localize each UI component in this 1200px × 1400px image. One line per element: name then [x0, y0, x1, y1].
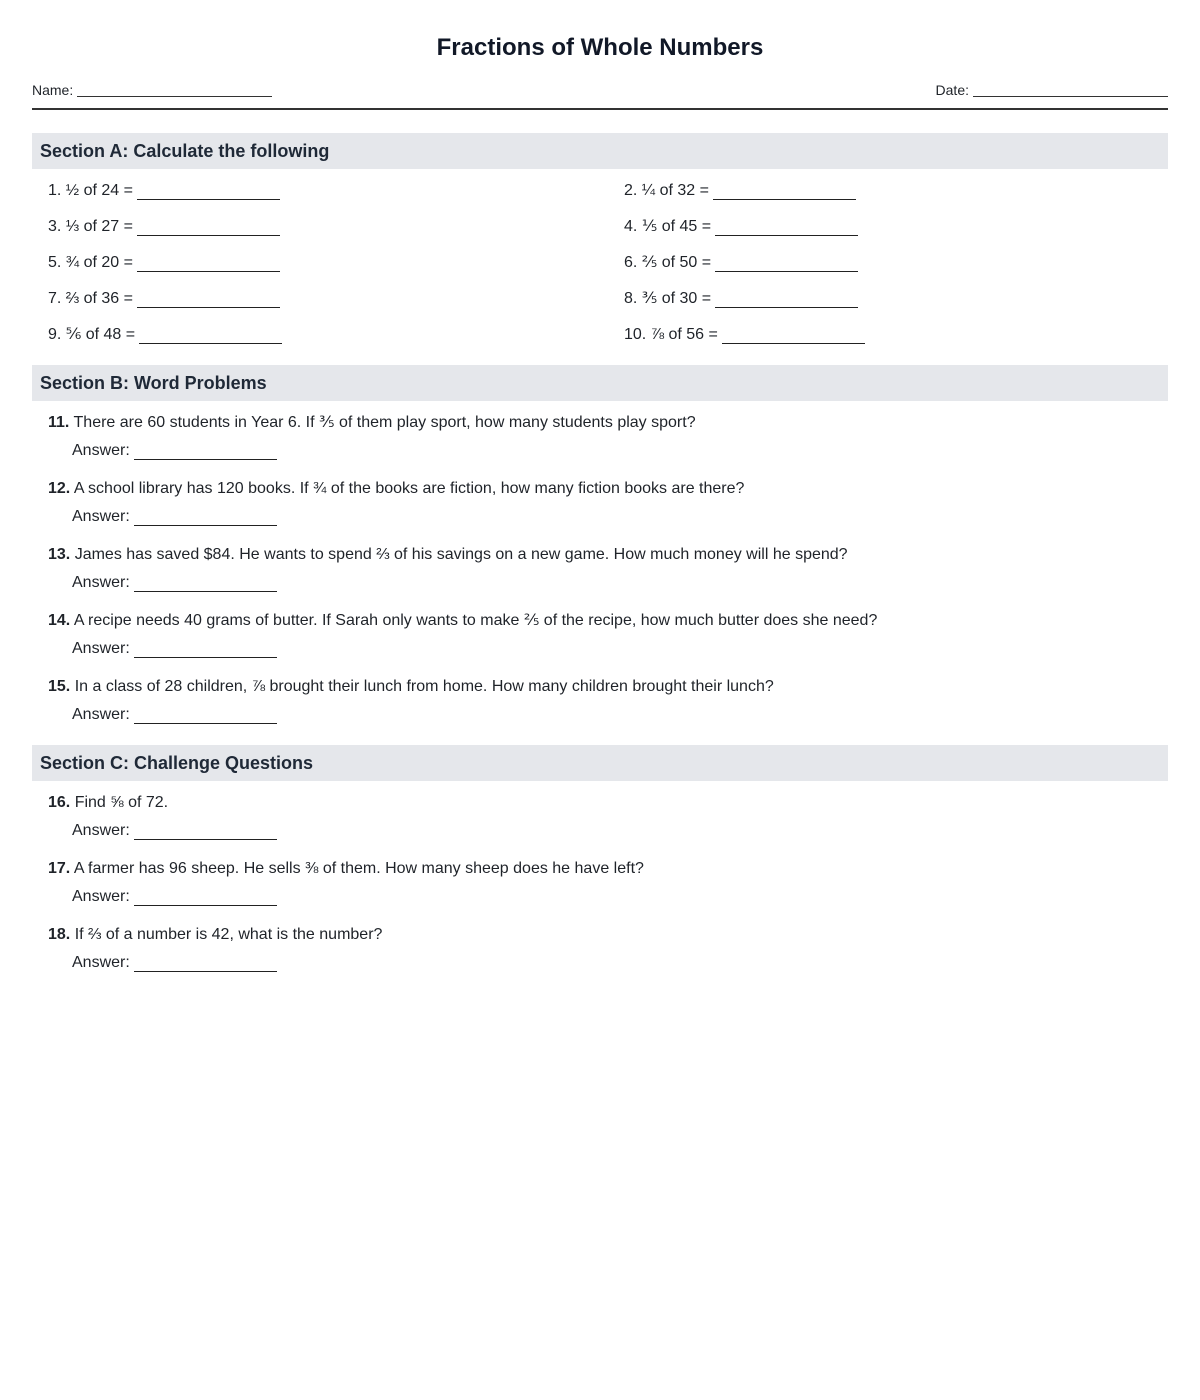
answer-blank[interactable]: [134, 822, 277, 840]
answer-row: [72, 886, 1168, 907]
calc-text: 1. ½ of 24 =: [48, 182, 133, 199]
answer-blank[interactable]: [715, 218, 858, 236]
calc-text: 9. ⅚ of 48 =: [48, 326, 136, 343]
calc-text: 3. ⅓ of 27 =: [48, 218, 133, 235]
answer-label: Answer:: [72, 574, 130, 591]
section-b-problems: [32, 401, 1168, 725]
answer-row: [72, 638, 1168, 659]
calc-item: [48, 324, 624, 345]
answer-row: [72, 952, 1168, 973]
question-text: A farmer has 96 sheep. He sells ⅜ of them. How many sheep does he have left?: [73, 860, 644, 877]
answer-blank[interactable]: [134, 888, 277, 906]
section-a-heading: Section A: Calculate the following: [32, 133, 1168, 169]
question-text: If ⅔ of a number is 42, what is the number?: [74, 926, 383, 943]
worksheet: [32, 0, 1168, 973]
question-text: A recipe needs 40 grams of butter. If Sarah only wants to make ⅖ of the recipe, how much butter does she need?: [73, 612, 878, 629]
question-number: 15.: [48, 678, 71, 695]
question-number: 17.: [48, 860, 71, 877]
calc-item: [624, 288, 1168, 309]
answer-label: Answer:: [72, 640, 130, 657]
challenge-problem: [48, 924, 1168, 973]
answer-blank[interactable]: [134, 508, 277, 526]
answer-blank[interactable]: [137, 218, 280, 236]
question-number: 14.: [48, 612, 71, 629]
word-problem: [48, 478, 1168, 527]
answer-label: Answer:: [72, 888, 130, 905]
question-text: Find ⅝ of 72.: [74, 794, 169, 811]
question: [48, 544, 1168, 565]
question-text: James has saved $84. He wants to spend ⅔ of his savings on a new game. How much money will he spend?: [74, 546, 848, 563]
date-label: Date:: [935, 82, 969, 98]
calc-text: 5. ¾ of 20 =: [48, 254, 133, 271]
answer-label: Answer:: [72, 442, 130, 459]
calc-text: 10. ⅞ of 56 =: [624, 326, 718, 343]
section-c-heading: Section C: Challenge Questions: [32, 745, 1168, 781]
answer-row: [72, 572, 1168, 593]
question: [48, 676, 1168, 697]
answer-blank[interactable]: [134, 954, 277, 972]
answer-blank[interactable]: [137, 182, 280, 200]
calc-item: [48, 252, 624, 273]
word-problem: [48, 412, 1168, 461]
header-fields: [32, 80, 1168, 98]
answer-blank[interactable]: [715, 290, 858, 308]
question-number: 18.: [48, 926, 71, 943]
question-text: In a class of 28 children, ⅞ brought their lunch from home. How many children brought their lunch?: [74, 678, 774, 695]
word-problem: [48, 610, 1168, 659]
question-text: A school library has 120 books. If ¾ of the books are fiction, how many fiction books are there?: [73, 480, 745, 497]
calc-text: 2. ¼ of 32 =: [624, 182, 709, 199]
answer-blank[interactable]: [713, 182, 856, 200]
answer-blank[interactable]: [134, 574, 277, 592]
date-blank[interactable]: [973, 82, 1168, 97]
answer-row: [72, 440, 1168, 461]
word-problem: [48, 676, 1168, 725]
name-field: [32, 82, 272, 98]
answer-label: Answer:: [72, 822, 130, 839]
answer-blank[interactable]: [137, 254, 280, 272]
answer-blank[interactable]: [134, 706, 277, 724]
calc-item: [624, 252, 1168, 273]
calc-item: [624, 180, 1168, 201]
answer-blank[interactable]: [134, 442, 277, 460]
calc-text: 4. ⅕ of 45 =: [624, 218, 712, 235]
answer-blank[interactable]: [722, 326, 865, 344]
question: [48, 858, 1168, 879]
name-blank[interactable]: [77, 82, 272, 97]
challenge-problem: [48, 858, 1168, 907]
question: [48, 412, 1168, 433]
question-number: 12.: [48, 480, 71, 497]
question: [48, 610, 1168, 631]
page-title: Fractions of Whole Numbers: [436, 34, 764, 61]
answer-blank[interactable]: [134, 640, 277, 658]
question-number: 13.: [48, 546, 71, 563]
answer-row: [72, 506, 1168, 527]
calc-item: [624, 324, 1168, 345]
section-c-problems: [32, 781, 1168, 973]
calc-text: 7. ⅔ of 36 =: [48, 290, 133, 307]
answer-label: Answer:: [72, 954, 130, 971]
calc-item: [48, 288, 624, 309]
answer-label: Answer:: [72, 508, 130, 525]
calc-text: 8. ⅗ of 30 =: [624, 290, 712, 307]
question: [48, 478, 1168, 499]
question-number: 11.: [48, 414, 70, 431]
section-a-grid: [32, 169, 1168, 345]
question-number: 16.: [48, 794, 71, 811]
word-problem: [48, 544, 1168, 593]
calc-text: 6. ⅖ of 50 =: [624, 254, 712, 271]
date-field: [936, 82, 1168, 98]
answer-blank[interactable]: [715, 254, 858, 272]
answer-label: Answer:: [72, 706, 130, 723]
question-text: There are 60 students in Year 6. If ⅗ of them play sport, how many students play sport?: [73, 414, 696, 431]
section-b-heading: Section B: Word Problems: [32, 365, 1168, 401]
calc-item: [48, 180, 624, 201]
name-label: Name:: [32, 82, 74, 98]
question: [48, 792, 1168, 813]
header-divider: [32, 108, 1168, 110]
question: [48, 924, 1168, 945]
answer-blank[interactable]: [139, 326, 282, 344]
answer-row: [72, 820, 1168, 841]
answer-blank[interactable]: [137, 290, 280, 308]
calc-item: [624, 216, 1168, 237]
challenge-problem: [48, 792, 1168, 841]
calc-item: [48, 216, 624, 237]
answer-row: [72, 704, 1168, 725]
